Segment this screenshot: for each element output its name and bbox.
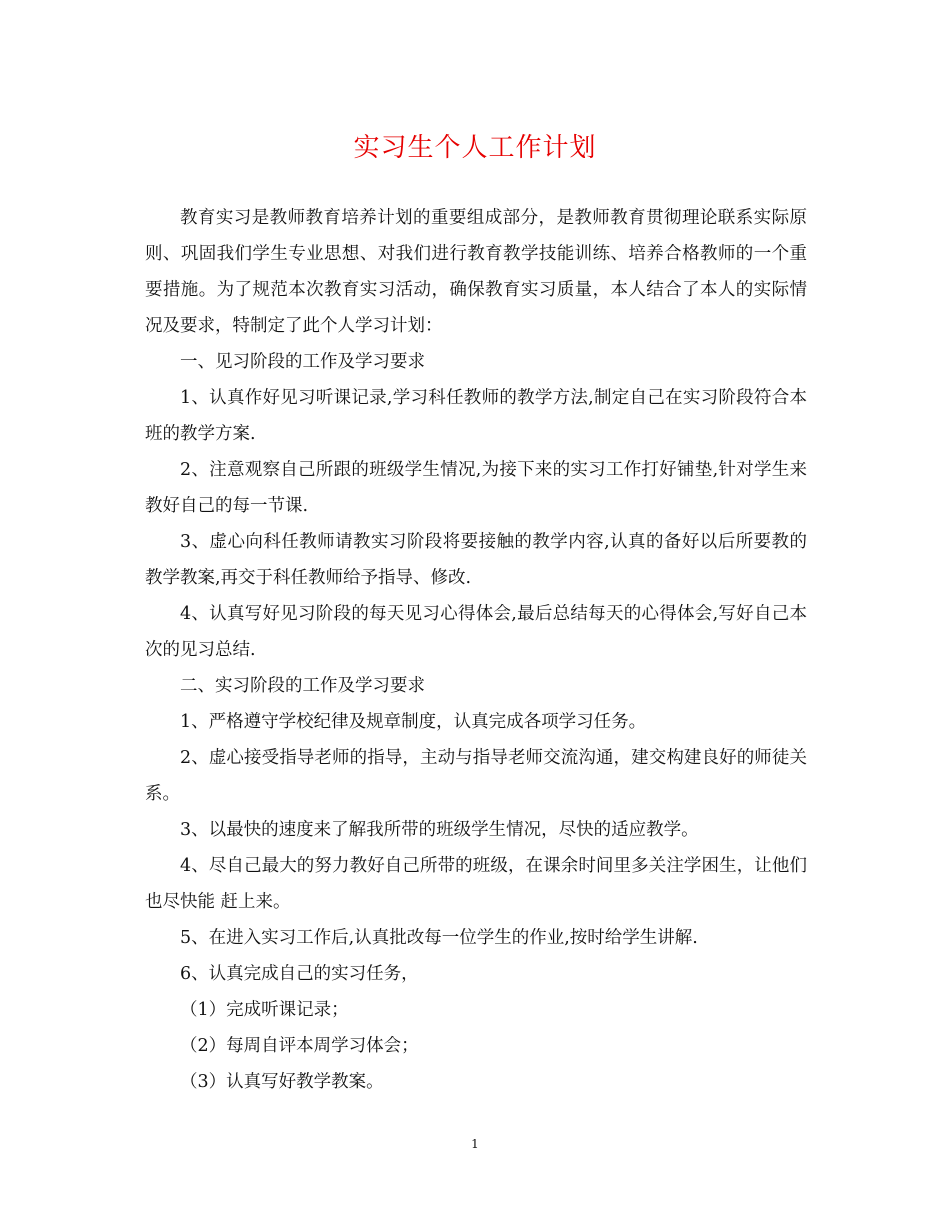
task-item-3: （3）认真写好教学教案。 bbox=[180, 1072, 384, 1092]
internship-item-5: 5、在进入实习工作后,认真批改每一位学生的作业,按时给学生讲解. bbox=[180, 928, 698, 948]
internship-item-1: 1、严格遵守学校纪律及规章制度，认真完成各项学习任务。 bbox=[180, 712, 647, 732]
internship-item-4: 4、尽自己最大的努力教好自己所带的班级，在课余时间里多关注学困生，让他们也尽快能 赶上来。 bbox=[145, 856, 807, 912]
internship-item-3: 3、以最快的速度来了解我所带的班级学生情况，尽快的适应教学。 bbox=[180, 820, 699, 840]
task-item-2: （2）每周自评本周学习体会； bbox=[180, 1036, 419, 1056]
observation-item-3: 3、虚心向科任教师请教实习阶段将要接触的教学内容,认真的备好以后所要教的教学教案,再交于科任教师给予指导、修改. bbox=[145, 532, 807, 588]
observation-item-2: 2、注意观察自己所跟的班级学生情况,为接下来的实习工作打好铺垫,针对学生来教好自己的每一节课. bbox=[145, 460, 807, 516]
internship-item-2: 2、虚心接受指导老师的指导，主动与指导老师交流沟通，建交构建良好的师徒关系。 bbox=[145, 748, 807, 804]
document-body bbox=[145, 200, 807, 1100]
intro-paragraph: 教育实习是教师教育培养计划的重要组成部分，是教师教育贯彻理论联系实际原则、巩固我们学生专业思想、对我们进行教育教学技能训练、培养合格教师的一个重要措施。为了规范本次教育实习活动，确保教育实习质量，本人结合了本人的实际情况及要求，特制定了此个人学习计划： bbox=[145, 208, 807, 336]
page-number: 1 bbox=[471, 1137, 479, 1151]
section-heading-observation: 一、见习阶段的工作及学习要求 bbox=[180, 352, 425, 372]
task-item-1: （1）完成听课记录； bbox=[180, 1000, 349, 1020]
internship-item-6: 6、认真完成自己的实习任务， bbox=[180, 964, 419, 984]
observation-item-4: 4、认真写好见习阶段的每天见习心得体会,最后总结每天的心得体会,写好自己本次的见习总结. bbox=[145, 604, 807, 660]
observation-item-1: 1、认真作好见习听课记录,学习科任教师的教学方法,制定自己在实习阶段符合本班的教学方案. bbox=[145, 388, 807, 444]
section-heading-internship: 二、实习阶段的工作及学习要求 bbox=[180, 676, 425, 696]
document-title: 实习生个人工作计划 bbox=[353, 133, 597, 163]
